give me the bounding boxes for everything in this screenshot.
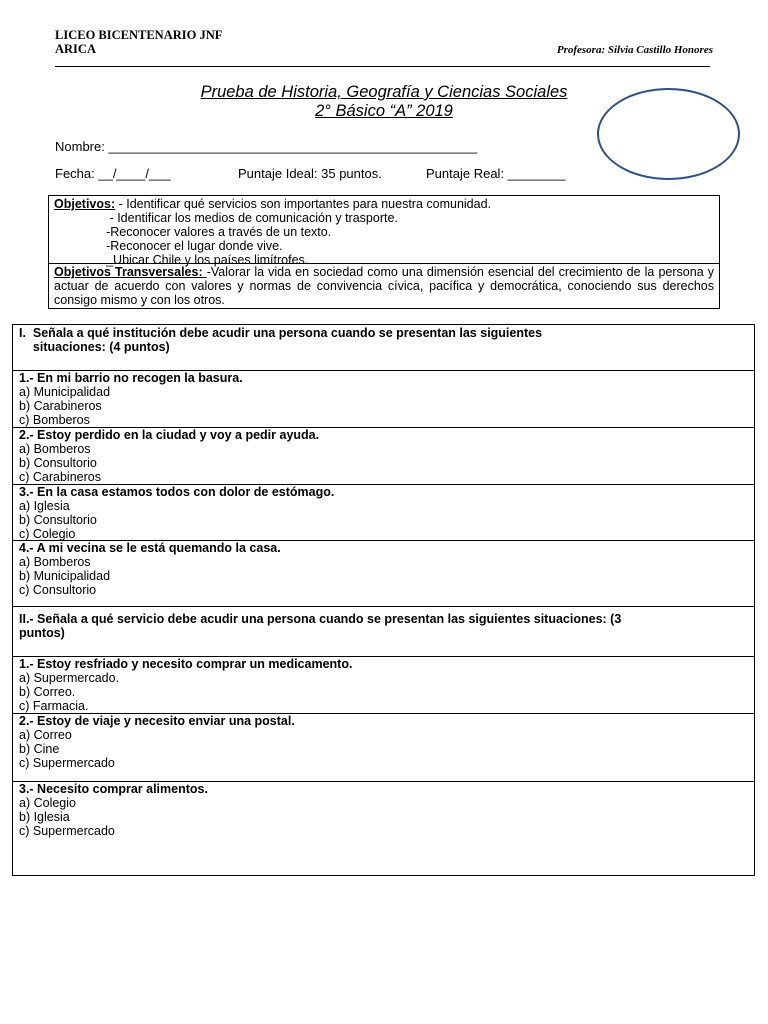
transversal-text: -Valorar la vida en sociedad como una dimensión esencial del crecimiento de la persona y actuar de acuerdo con valores y normas de convivencia cívica, pacífica y democrática, conociendo sus derechos consigo mismo y con los otros. <box>54 265 714 307</box>
question-text: 1.- Estoy resfriado y necesito comprar un medicamento. <box>19 657 353 671</box>
transversal-objectives <box>49 264 719 308</box>
section-2-heading-line: puntos) <box>19 626 65 640</box>
section-2-heading-line: II.- Señala a qué servicio debe acudir una persona cuando se presentan las siguientes situaciones: (3 <box>19 612 622 626</box>
section-1-heading-line: situaciones: (4 puntos) <box>19 340 170 354</box>
option[interactable]: c) Farmacia. <box>19 699 89 713</box>
question-block <box>13 371 754 428</box>
objective-item: -Reconocer valores a través de un texto. <box>54 225 332 239</box>
school-line-2: ARICA <box>55 42 96 56</box>
title-line-2: 2° Básico “A” 2019 <box>315 102 453 120</box>
name-field[interactable]: Nombre: ___________________________________________________ <box>55 139 478 154</box>
question-text: 3.- En la casa estamos todos con dolor de estómago. <box>19 485 335 499</box>
option[interactable]: b) Carabineros <box>19 399 102 413</box>
title-line-1: Prueba de Historia, Geografía y Ciencias Sociales <box>200 83 568 101</box>
objectives-label: Objetivos: <box>54 197 116 211</box>
question-block <box>13 657 754 714</box>
objective-item: - Identificar qué servicios son importantes para nuestra comunidad. <box>115 197 492 211</box>
option[interactable]: c) Supermercado <box>19 824 115 838</box>
section-1-heading-line: I. Señala a qué institución debe acudir una persona cuando se presentan las siguientes <box>19 326 543 340</box>
objectives-list <box>49 196 719 267</box>
option[interactable]: b) Consultorio <box>19 513 97 527</box>
option[interactable]: c) Colegio <box>19 527 76 541</box>
objective-item: - Identificar los medios de comunicación y trasporte. <box>54 211 398 225</box>
transversal-label: Objetivos Transversales: <box>54 265 207 279</box>
question-block <box>13 541 754 607</box>
option[interactable]: a) Iglesia <box>19 499 70 513</box>
section-2-heading <box>13 607 754 657</box>
real-score-field[interactable]: Puntaje Real: ________ <box>426 166 566 181</box>
question-text: 3.- Necesito comprar alimentos. <box>19 782 208 796</box>
option[interactable]: a) Bomberos <box>19 442 91 456</box>
school-line-1: LICEO BICENTENARIO JNF <box>55 28 223 42</box>
question-block <box>13 485 754 541</box>
option[interactable]: a) Correo <box>19 728 72 742</box>
objective-item: -Reconocer el lugar donde vive. <box>54 239 283 253</box>
grade-oval <box>597 88 740 180</box>
question-text: 1.- En mi barrio no recogen la basura. <box>19 371 243 385</box>
date-field[interactable]: Fecha: __/____/___ <box>55 166 171 181</box>
ideal-score: Puntaje Ideal: 35 puntos. <box>238 166 382 181</box>
option[interactable]: c) Supermercado <box>19 756 115 770</box>
header-divider <box>55 66 710 67</box>
option[interactable]: a) Colegio <box>19 796 76 810</box>
option[interactable]: b) Correo. <box>19 685 76 699</box>
option[interactable]: b) Municipalidad <box>19 569 111 583</box>
question-block <box>13 428 754 485</box>
section-1-heading <box>13 325 754 371</box>
option[interactable]: a) Municipalidad <box>19 385 111 399</box>
question-block <box>13 714 754 782</box>
option[interactable]: a) Bomberos <box>19 555 91 569</box>
option[interactable]: c) Bomberos <box>19 413 90 427</box>
school-name <box>55 28 222 56</box>
objectives-box <box>48 195 720 309</box>
option[interactable]: b) Cine <box>19 742 60 756</box>
option[interactable]: c) Consultorio <box>19 583 97 597</box>
option[interactable]: c) Carabineros <box>19 470 101 484</box>
question-text: 4.- A mi vecina se le está quemando la casa. <box>19 541 281 555</box>
option[interactable]: b) Consultorio <box>19 456 97 470</box>
questions-table <box>12 324 755 876</box>
question-text: 2.- Estoy perdido en la ciudad y voy a pedir ayuda. <box>19 428 320 442</box>
question-text: 2.- Estoy de viaje y necesito enviar una postal. <box>19 714 295 728</box>
option[interactable]: a) Supermercado. <box>19 671 120 685</box>
option[interactable]: b) Iglesia <box>19 810 70 824</box>
objective-item: _Ubicar Chile y los países limítrofes. <box>54 253 309 267</box>
question-block <box>13 782 754 875</box>
teacher-name: Profesora: Silvia Castillo Honores <box>556 44 713 56</box>
